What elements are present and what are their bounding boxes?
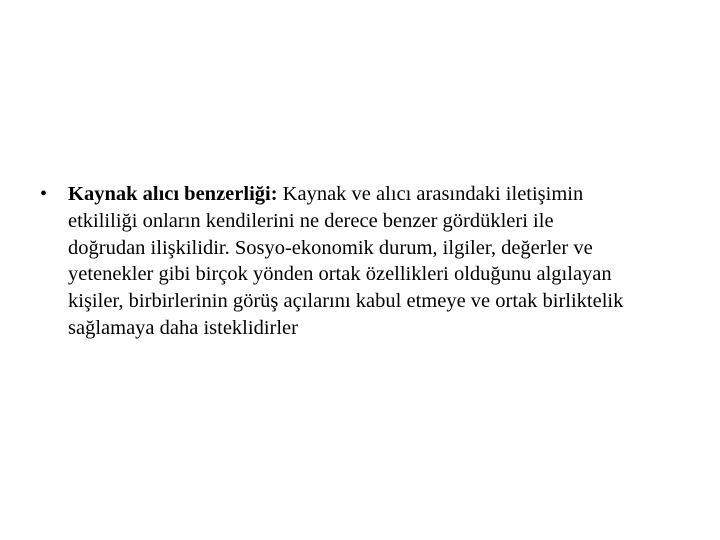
- bullet-list: [36, 181, 636, 342]
- bullet-term: Kaynak alıcı benzerliği:: [68, 183, 278, 205]
- bullet-text: Kaynak ve alıcı arasındaki iletişimin etkililiği onların kendilerini ne derece benzer gördükleri ile doğrudan ilişkilidir. Sosyo-ekonomik durum, ilgiler, değerler ve yetenekler gibi birçok yönden ortak özellikleri olduğunu algılayan kişiler, birbirlerinin görüş açılarını kabul etmeye ve ortak birliktelik sağlamaya daha isteklidirler: [68, 183, 624, 339]
- bullet-marker: •: [40, 183, 48, 205]
- bullet-item: [36, 181, 636, 342]
